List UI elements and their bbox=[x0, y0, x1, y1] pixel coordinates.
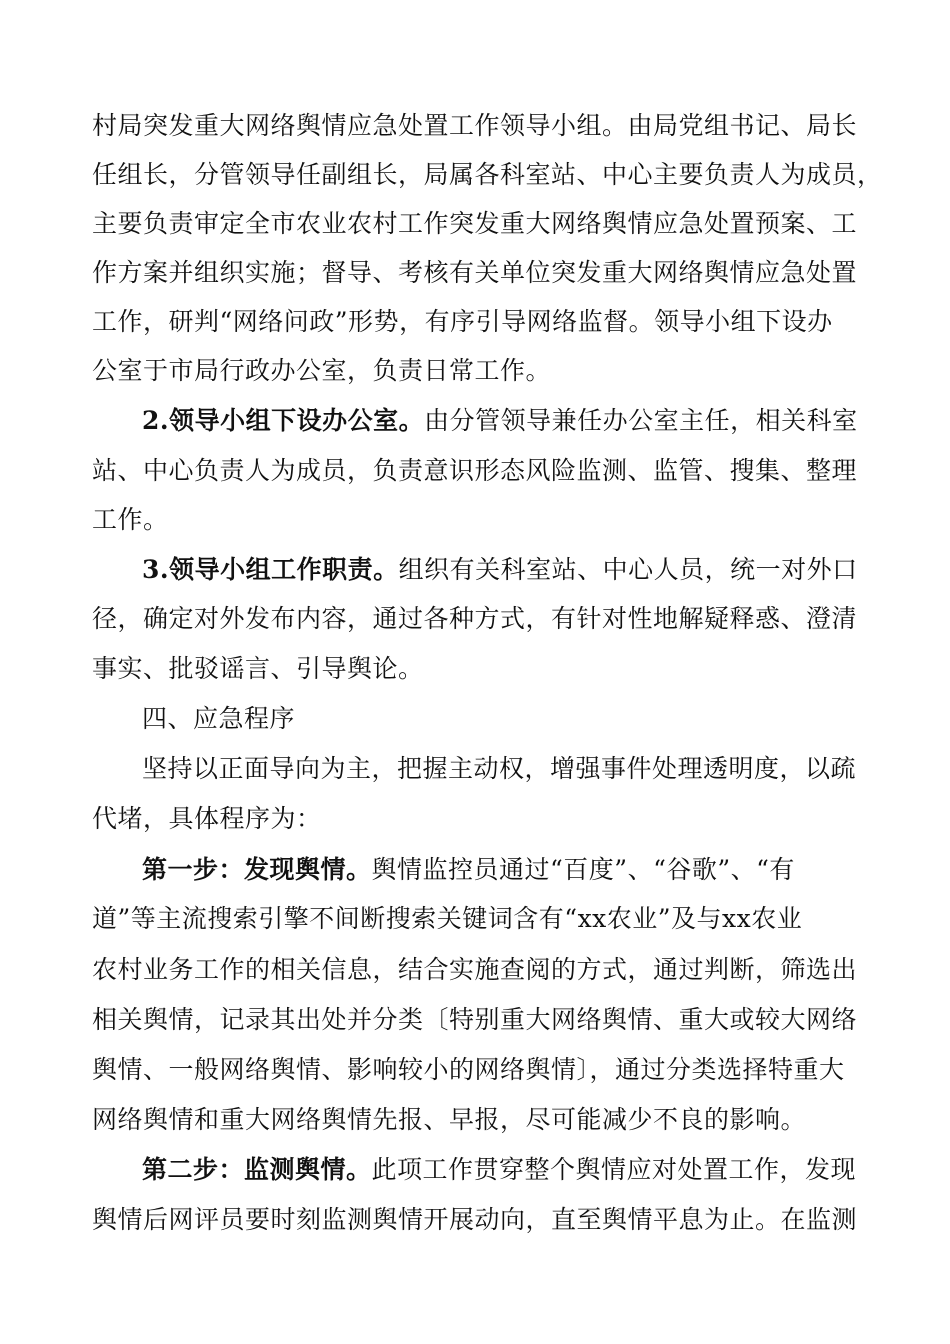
paragraph-line: 农村业务工作的相关信息，结合实施查阅的方式，通过判断，筛选出 bbox=[92, 955, 858, 984]
paragraph-line: 舆情、一般网络舆情、影响较小的网络舆情〕，通过分类选择特重大 bbox=[92, 1055, 845, 1084]
step-lead: 第二步：监测舆情。 bbox=[142, 1155, 372, 1184]
paragraph-line: 道”等主流搜索引擎不间断搜索关键词含有“xx农业”及与xx农业 bbox=[92, 904, 803, 933]
paragraph-line: 相关舆情，记录其出处并分类〔特别重大网络舆情、重大或较大网络 bbox=[92, 1005, 858, 1034]
section-heading: 四、应急程序 bbox=[142, 704, 296, 733]
paragraph-line: 径，确定对外发布内容，通过各种方式，有针对性地解疑释惑、澄清 bbox=[92, 604, 858, 633]
paragraph-line: 村局突发重大网络舆情应急处置工作领导小组。由局党组书记、局长 bbox=[92, 111, 858, 140]
paragraph-line: 主要负责审定全市农业农村工作突发重大网络舆情应急处置预案、工 bbox=[92, 209, 858, 238]
step-lead: 第一步：发现舆情。 bbox=[142, 855, 372, 884]
paragraph-line: 工作，研判“网络问政”形势，有序引导网络监督。领导小组下设办 bbox=[92, 307, 833, 336]
paragraph-line: 代堵，具体程序为： bbox=[92, 804, 322, 833]
paragraph-line: 网络舆情和重大网络舆情先报、早报，尽可能减少不良的影响。 bbox=[92, 1105, 807, 1134]
paragraph-line: 事实、批驳谣言、引导舆论。 bbox=[92, 654, 424, 683]
paragraph-line: 作方案并组织实施；督导、考核有关单位突发重大网络舆情应急处置 bbox=[92, 258, 858, 287]
paragraph-line: 任组长，分管领导任副组长，局属各科室站、中心主要负责人为成员， bbox=[92, 160, 883, 189]
paragraph-line: 坚持以正面导向为主，把握主动权，增强事件处理透明度，以疏 bbox=[142, 754, 857, 783]
paragraph-line: 站、中心负责人为成员，负责意识形态风险监测、监管、搜集、整理 bbox=[92, 456, 858, 485]
subheading-line: 3.领导小组工作职责。组织有关科室站、中心人员，统一对外口 bbox=[142, 555, 858, 584]
step-line: 第二步：监测舆情。此项工作贯穿整个舆情应对处置工作，发现 bbox=[142, 1155, 857, 1184]
subheading-line: 2.领导小组下设办公室。由分管领导兼任办公室主任，相关科室 bbox=[142, 406, 858, 435]
paragraph-line: 工作。 bbox=[92, 505, 169, 534]
paragraph-line: 公室于市局行政办公室，负责日常工作。 bbox=[92, 356, 552, 385]
subheading-lead: 2.领导小组下设办公室。 bbox=[142, 406, 425, 435]
subheading-lead: 3.领导小组工作职责。 bbox=[142, 555, 399, 584]
paragraph-line: 舆情后网评员要时刻监测舆情开展动向，直至舆情平息为止。在监测 bbox=[92, 1205, 858, 1234]
step-line: 第一步：发现舆情。舆情监控员通过“百度”、“谷歌”、“有 bbox=[142, 855, 795, 884]
